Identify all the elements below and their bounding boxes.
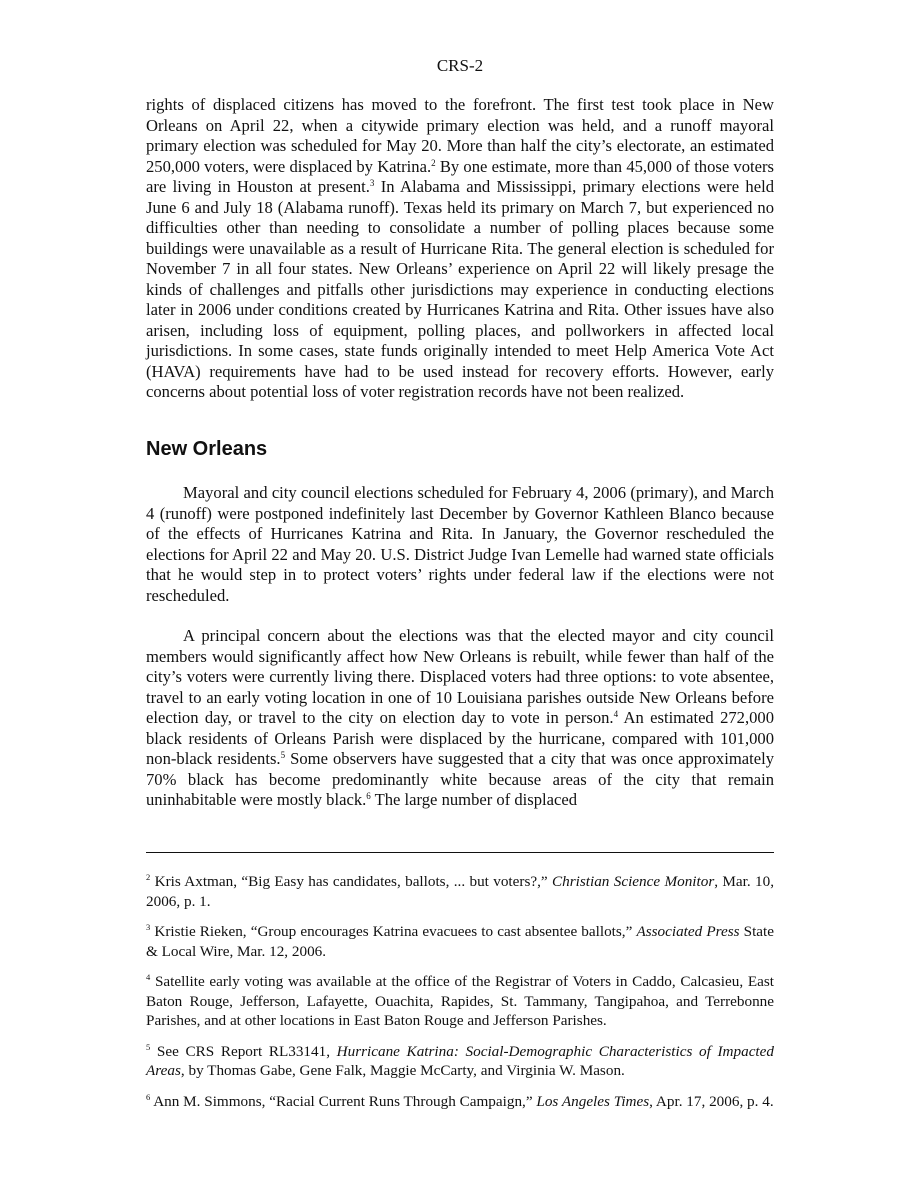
footnote-text-end: State & Local Wire, Mar. 12, 2006.: [146, 923, 774, 960]
paragraph-postponement: [146, 483, 774, 606]
page-header: CRS-2: [436, 56, 484, 75]
section-heading: New Orleans: [146, 438, 268, 460]
footnote-number: 3: [146, 922, 151, 932]
intro-text-3: In Alabama and Mississippi, primary elections were held June 6 and July 18 (Alabama runoff). Texas held its primary on March 7, but experienced no difficulties other than needing to consolidate a number of polling places because some buildings were unavailable as a result of Hurricane Rita. The general election is scheduled for November 7 in all four states. New Orleans’ experience on April 22 will likely presage the kinds of challenges and pitfalls other jurisdictions may experience in conducting elections later in 2006 under conditions created by Hurricanes Katrina and Rita. Other issues have also arisen, including loss of equipment, polling places, and pollworkers in affected local jurisdictions. In some cases, state funds originally intended to meet Help America Vote Act (HAVA) requirements have had to be used instead for recovery efforts. However, early concerns about potential loss of voter registration records have not been realized.: [146, 177, 774, 401]
footnote-item: [146, 972, 774, 1031]
footnote-divider: [146, 852, 774, 853]
footnote-item: [146, 872, 774, 911]
footnote-text-end: , Apr. 17, 2006, p. 4.: [649, 1092, 774, 1110]
footnote-ref-5[interactable]: 5: [280, 750, 286, 760]
footnote-text: Ann M. Simmons, “Racial Current Runs Through Campaign,”: [150, 1092, 537, 1110]
para2-text-4: The large number of displaced: [370, 790, 578, 809]
paragraph-postponement-text: Mayoral and city council elections scheduled for February 4, 2006 (primary), and March 4 (runoff) were postponed indefinitely last December by Governor Kathleen Blanco because of the effects of Hurricanes Katrina and Rita. In January, the Governor rescheduled the elections for April 22 and May 20. U.S. District Judge Ivan Lemelle had warned state officials that he would step in to protect voters’ rights under federal law if the elections were not rescheduled.: [146, 483, 774, 605]
footnote-source-title: Christian Science Monitor: [552, 873, 715, 890]
footnote-text-end: , Mar. 10, 2006, p. 1.: [146, 873, 774, 910]
footnote-number: 4: [146, 972, 151, 982]
footnotes: [146, 872, 774, 1122]
footnote-text: Satellite early voting was available at the office of the Registrar of Voters in Caddo, Calcasieu, East Baton Rouge, Jefferson, Lafayette, Ouachita, Rapides, St. Tammany, Tangipahoa, and Terrebonne Parishes, and at other locations in East Baton Rouge and Jefferson Parishes.: [146, 973, 774, 1029]
footnote-item: [146, 922, 774, 961]
footnote-ref-4[interactable]: 4: [613, 709, 619, 719]
footnote-number: 2: [146, 872, 151, 882]
footnote-number: 5: [146, 1041, 151, 1052]
intro-text-2: By one estimate, more than 45,000 of those voters are living in Houston at present.: [146, 156, 774, 196]
footnote-source-title: Hurricane Katrina: Social-Demographic Characteristics of Impacted Areas: [146, 1042, 774, 1079]
footnote-item: [146, 1042, 774, 1081]
footnote-number: 6: [146, 1091, 151, 1102]
footnote-text: See CRS Report RL33141,: [150, 1042, 337, 1060]
para2-text-1: A principal concern about the elections was that the elected mayor and city council members would significantly affect how New Orleans is rebuilt, while fewer than half of the city’s voters were currently living there. Displaced voters had three options: to vote absentee, travel to an early voting location in one of 10 Louisiana parishes outside New Orleans before election day, or travel to the city on election day to vote in person.: [146, 626, 774, 727]
footnote-item: [146, 1092, 774, 1112]
footnote-ref-6[interactable]: 6: [366, 791, 371, 801]
intro-paragraph: [146, 95, 774, 403]
footnote-text: Kristie Rieken, “Group encourages Katrina evacuees to cast absentee ballots,”: [150, 923, 637, 940]
footnote-source-title: Associated Press: [636, 923, 740, 940]
footnote-source-title: Los Angeles Times: [536, 1092, 650, 1110]
para2-text-2: An estimated 272,000 black residents of Orleans Parish were displaced by the hurricane, compared with 101,000 non-black residents.: [146, 708, 775, 768]
para2-text-3: Some observers have suggested that a city that was once approximately 70% black has become predominantly white because areas of the city that remain uninhabitable were mostly black.: [146, 749, 774, 809]
footnote-text-end: , by Thomas Gabe, Gene Falk, Maggie McCarty, and Virginia W. Mason.: [180, 1062, 625, 1079]
footnote-ref-2[interactable]: 2: [431, 157, 436, 168]
paragraph-concerns: [146, 626, 774, 811]
footnote-text: Kris Axtman, “Big Easy has candidates, ballots, ... but voters?,”: [150, 873, 552, 890]
intro-text-1: rights of displaced citizens has moved to the forefront. The first test took place in New Orleans on April 22, when a citywide primary election was held, and a runoff mayoral primary election was scheduled for May 20. More than half the city’s electorate, an estimated 250,000 voters, were displaced by Katrina.: [146, 95, 774, 176]
footnote-ref-3[interactable]: 3: [369, 178, 375, 188]
